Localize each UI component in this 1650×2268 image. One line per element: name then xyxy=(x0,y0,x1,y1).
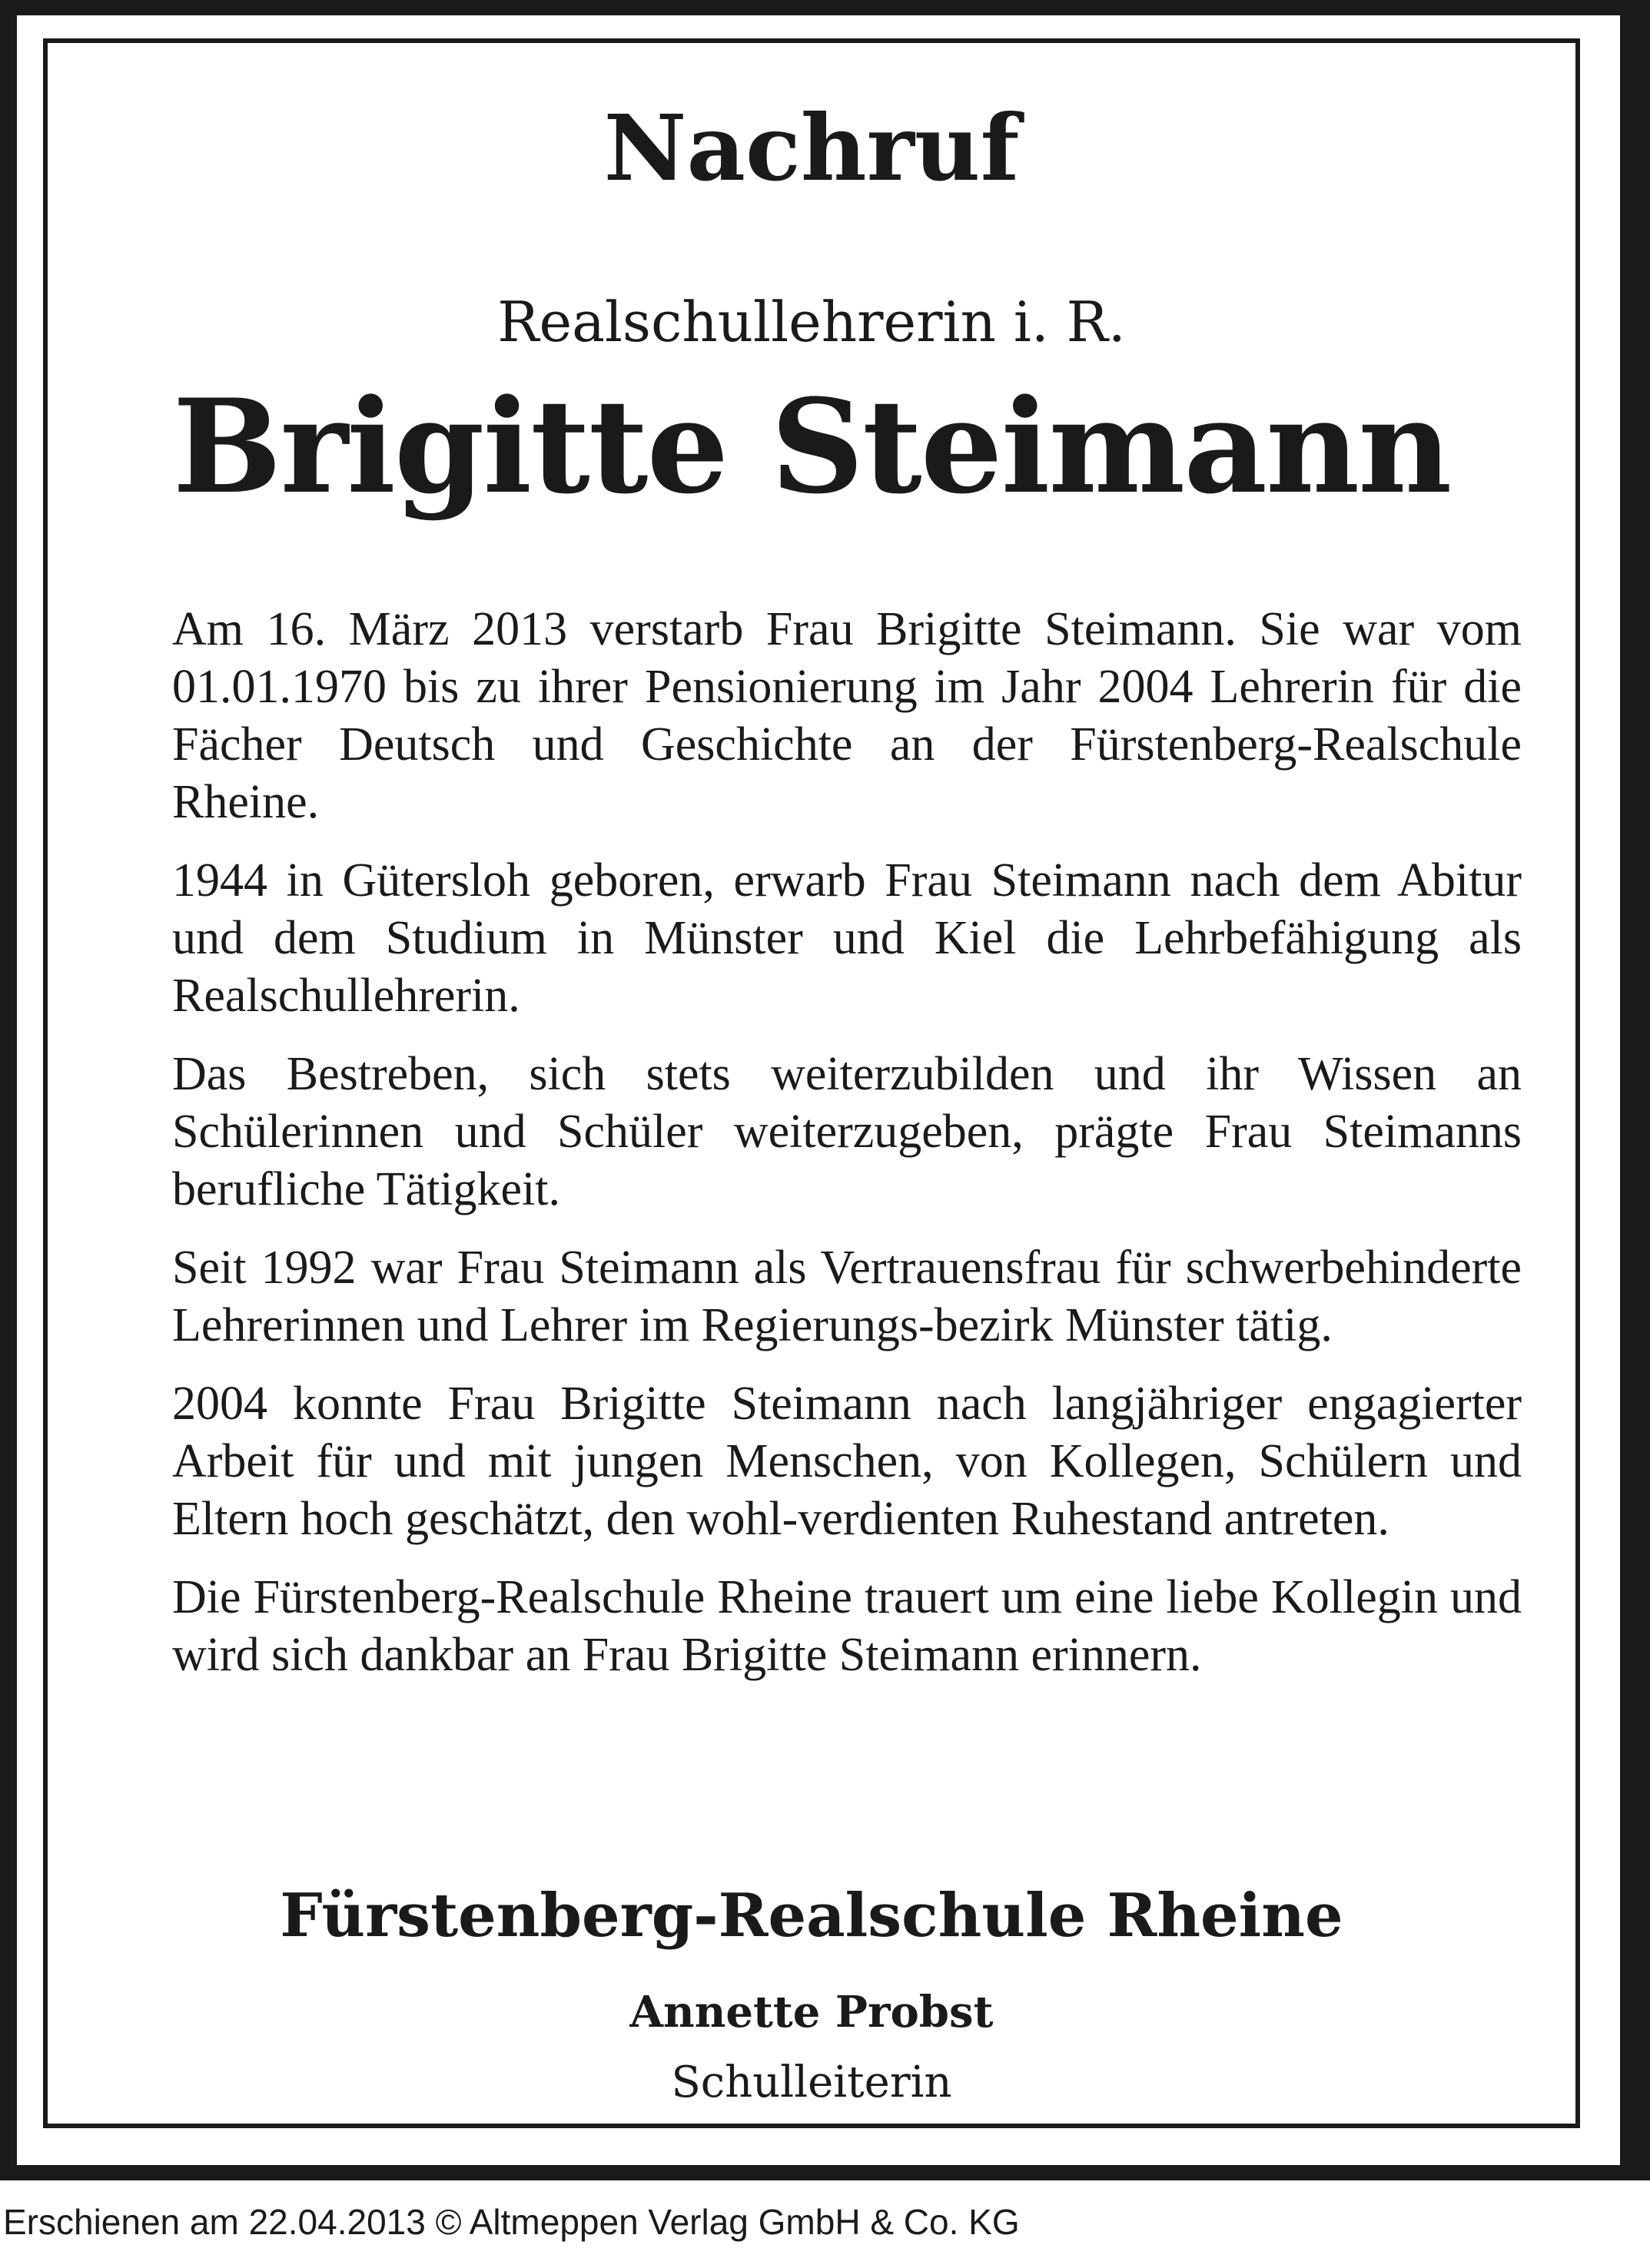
paragraph-1: Am 16. März 2013 verstarb Frau Brigitte Steimann. Sie war vom 01.01.1970 bis zu ihrer Pensionierung im Jahr 2004 Lehrerin für die Fächer Deutsch und Geschichte an der Fürstenberg-Realschule Rheine. xyxy=(172,603,1522,828)
signer-role: Schulleiterin xyxy=(671,2057,952,2107)
paragraph-2: 1944 in Gütersloh geboren, erwarb Frau Steimann nach dem Abitur und dem Studium in Münster und Kiel die Lehrbefähigung als Realschullehrerin. xyxy=(172,854,1522,1022)
paragraph-6: Die Fürstenberg-Realschule Rheine trauert um eine liebe Kollegin und wird sich dankbar an Frau Brigitte Steimann erinnern. xyxy=(172,1571,1522,1681)
signer-name: Annette Probst xyxy=(629,1987,994,2038)
obituary-notice xyxy=(43,38,1580,2128)
paragraph-5: 2004 konnte Frau Brigitte Steimann nach langjähriger engagierter Arbeit für und mit jungen Menschen, von Kollegen, Schülern und Eltern hoch geschätzt, den wohl-verdienten Ruhestand antreten. xyxy=(172,1378,1522,1545)
deceased-profession: Realschullehrerin i. R. xyxy=(497,290,1126,354)
notice-title: Nachruf xyxy=(603,94,1020,201)
notice-content xyxy=(48,43,1575,2124)
paragraph-4: Seit 1992 war Frau Steimann als Vertrauensfrau für schwerbehinderte Lehrerinnen und Lehrer im Regierungs-bezirk Münster tätig. xyxy=(172,1242,1522,1351)
frame-inner-area xyxy=(17,15,1620,2165)
paragraph-3: Das Bestreben, sich stets weiterzubilden und ihr Wissen an Schülerinnen und Schüler weiterzugeben, prägte Frau Steimanns berufliche Tätigkeit. xyxy=(172,1048,1522,1215)
school-name: Fürstenberg-Realschule Rheine xyxy=(280,1881,1343,1951)
notice-body xyxy=(172,601,1522,1705)
publication-footer: Erschienen am 22.04.2013 © Altmeppen Verlag GmbH & Co. KG xyxy=(3,2202,1020,2242)
deceased-name: Brigitte Steimann xyxy=(172,370,1451,522)
